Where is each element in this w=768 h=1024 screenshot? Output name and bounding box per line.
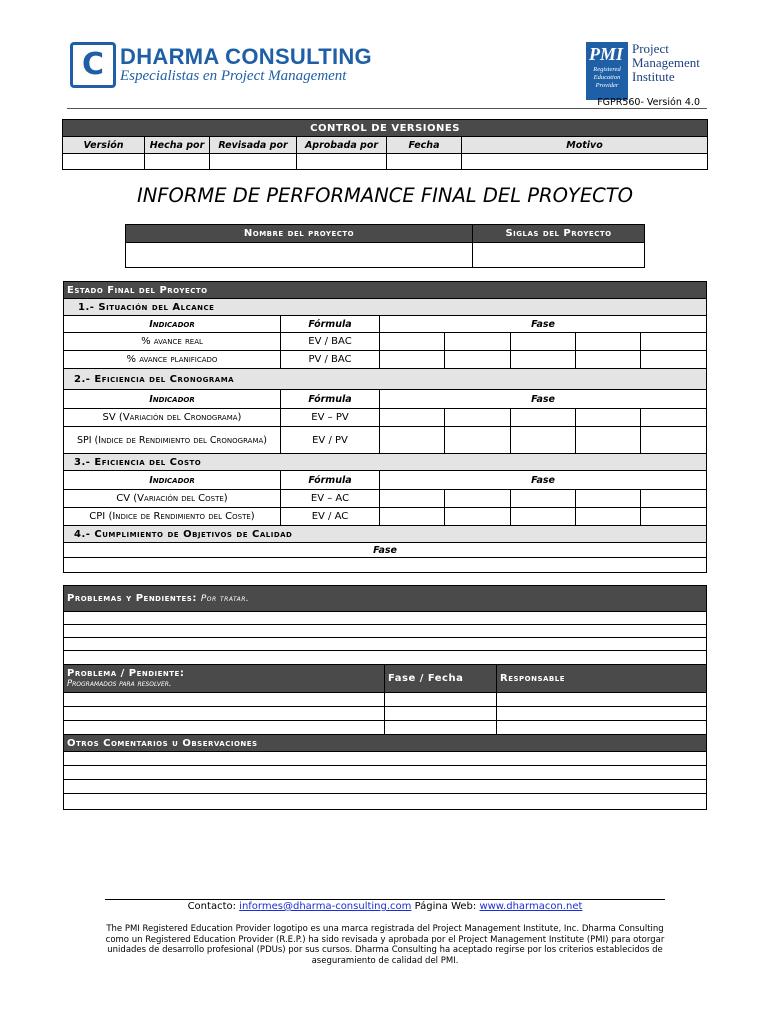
- phase-cell[interactable]: [576, 427, 641, 454]
- owner-cell[interactable]: [497, 707, 707, 721]
- phase-cell[interactable]: [511, 490, 576, 508]
- version-control-table: [62, 119, 708, 170]
- section-cost-title: 3.- Eficiencia del Costo: [64, 454, 707, 471]
- dharma-logo-icon: C: [70, 42, 116, 88]
- issue-cell[interactable]: [64, 721, 385, 735]
- header-divider: [67, 108, 707, 109]
- formula-cell: EV – PV: [281, 409, 380, 427]
- table-row: [64, 490, 707, 508]
- reason-cell[interactable]: [462, 154, 708, 170]
- footer-divider: [105, 899, 665, 900]
- phase-cell[interactable]: [511, 409, 576, 427]
- project-acronym-field[interactable]: [473, 243, 645, 268]
- footer-contact: [100, 901, 670, 912]
- phase-cell[interactable]: [380, 490, 445, 508]
- project-name-label: Nombre del proyecto: [126, 225, 473, 243]
- phase-header: Fase: [380, 390, 707, 409]
- quality-phase-field[interactable]: [64, 558, 707, 573]
- phase-cell[interactable]: [445, 351, 511, 369]
- version-control-title: CONTROL DE VERSIONES: [63, 120, 708, 137]
- col-version: Versión: [63, 137, 145, 154]
- table-row: [64, 427, 707, 454]
- indicator-cell: CPI (Indice de Rendimiento del Coste): [64, 508, 281, 526]
- pmi-badge-text: Registered Education Provider: [593, 66, 621, 89]
- phase-cell[interactable]: [576, 508, 641, 526]
- project-table: [125, 224, 645, 268]
- indicator-cell: % avance planificado: [64, 351, 281, 369]
- phase-cell[interactable]: [511, 351, 576, 369]
- phase-date-cell[interactable]: [385, 707, 497, 721]
- phase-cell[interactable]: [445, 508, 511, 526]
- phase-cell[interactable]: [576, 490, 641, 508]
- section-quality-title: 4.- Cumplimiento de Objetivos de Calidad: [64, 526, 707, 543]
- owner-header: Responsable: [497, 665, 707, 693]
- col-made-by: Hecha por: [145, 137, 210, 154]
- phase-date-cell[interactable]: [385, 721, 497, 735]
- owner-cell[interactable]: [497, 693, 707, 707]
- phase-cell[interactable]: [641, 427, 707, 454]
- col-reviewed-by: Revisada por: [210, 137, 297, 154]
- reviewed-by-cell[interactable]: [210, 154, 297, 170]
- table-row: [64, 409, 707, 427]
- pmi-badge-letters: PMI: [589, 44, 624, 64]
- phase-cell[interactable]: [511, 427, 576, 454]
- indicator-cell: SPI (Indice de Rendimiento del Cronograma): [64, 427, 281, 454]
- phase-cell[interactable]: [641, 333, 707, 351]
- formula-cell: PV / BAC: [281, 351, 380, 369]
- scheduled-title: Problema / Pendiente:: [67, 667, 185, 679]
- issue-cell[interactable]: [64, 707, 385, 721]
- table-row: [64, 693, 707, 707]
- contact-label: Contacto:: [187, 901, 236, 912]
- col-approved-by: Aprobada por: [297, 137, 387, 154]
- issue-cell[interactable]: [64, 693, 385, 707]
- issues-title: Problemas y Pendientes:: [67, 593, 197, 604]
- project-name-field[interactable]: [126, 243, 473, 268]
- phase-cell[interactable]: [641, 409, 707, 427]
- final-state-table: [63, 281, 707, 573]
- phase-date-cell[interactable]: [385, 693, 497, 707]
- issues-title-cell: [64, 586, 707, 612]
- table-row: [64, 351, 707, 369]
- approved-by-cell[interactable]: [297, 154, 387, 170]
- formula-cell: EV / PV: [281, 427, 380, 454]
- table-row: [64, 707, 707, 721]
- indicator-cell: CV (Variación del Coste): [64, 490, 281, 508]
- company-name: DHARMA CONSULTING: [120, 44, 372, 69]
- indicator-header: Indicador: [64, 471, 281, 490]
- issue-line[interactable]: [64, 625, 707, 638]
- contact-email-link[interactable]: informes@dharma-consulting.com: [239, 901, 412, 912]
- col-date: Fecha: [387, 137, 462, 154]
- phase-header: Fase: [380, 316, 707, 333]
- comments-title: Otros Comentarios u Observaciones: [64, 735, 707, 752]
- phase-cell[interactable]: [380, 409, 445, 427]
- issues-table: [63, 585, 707, 810]
- footer-legal-text: The PMI Registered Education Provider logotipo es una marca registrada del Project Management Institute, Inc. Dharma Consulting como un Registered Education Provider (R.E.P.) ha sido revisada y aprobada por el Project Management Institute (PMI) para otorgar unidades de desarrollo profesional (PDUs) por sus cursos. Dharma Consulting ha aceptado regirse por los criterios establecidos de aseguramiento de calidad del PMI.: [105, 924, 665, 966]
- pmi-name: Project Management Institute: [632, 41, 700, 84]
- phase-cell[interactable]: [641, 351, 707, 369]
- website-link[interactable]: www.dharmacon.net: [479, 901, 583, 912]
- phase-cell[interactable]: [445, 333, 511, 351]
- date-cell[interactable]: [387, 154, 462, 170]
- issue-line[interactable]: [64, 612, 707, 625]
- phase-cell[interactable]: [576, 409, 641, 427]
- formula-header: Fórmula: [281, 390, 380, 409]
- version-cell[interactable]: [63, 154, 145, 170]
- comment-line[interactable]: [64, 752, 707, 766]
- phase-cell[interactable]: [576, 351, 641, 369]
- company-tagline: Especialistas en Project Management: [120, 68, 347, 84]
- indicator-cell: SV (Variación del Cronograma): [64, 409, 281, 427]
- phase-cell[interactable]: [576, 333, 641, 351]
- phase-cell[interactable]: [445, 427, 511, 454]
- table-row: [64, 721, 707, 735]
- section-scope-title: 1.- Situación del Alcance: [64, 299, 707, 316]
- formula-cell: EV – AC: [281, 490, 380, 508]
- table-row: [64, 508, 707, 526]
- phase-cell[interactable]: [380, 508, 445, 526]
- document-code: FGPR560- Versión 4.0: [597, 97, 700, 108]
- phase-header: Fase: [380, 471, 707, 490]
- formula-header: Fórmula: [281, 471, 380, 490]
- quality-phase-header: Fase: [64, 543, 707, 558]
- comment-line[interactable]: [64, 766, 707, 780]
- formula-cell: EV / BAC: [281, 333, 380, 351]
- phase-cell[interactable]: [380, 427, 445, 454]
- phase-date-header: Fase / Fecha: [385, 665, 497, 693]
- issue-line[interactable]: [64, 651, 707, 665]
- comment-line[interactable]: [64, 794, 707, 810]
- phase-cell[interactable]: [511, 508, 576, 526]
- final-state-title: Estado Final del Proyecto: [64, 282, 707, 299]
- scheduled-title-cell: [64, 665, 385, 693]
- formula-header: Fórmula: [281, 316, 380, 333]
- issue-line[interactable]: [64, 638, 707, 651]
- phase-cell[interactable]: [641, 508, 707, 526]
- scheduled-subtitle: Programados para resolver.: [67, 678, 172, 689]
- made-by-cell[interactable]: [145, 154, 210, 170]
- owner-cell[interactable]: [497, 721, 707, 735]
- pmi-logo-icon: [586, 42, 628, 100]
- section-schedule-title: 2.- Eficiencia del Cronograma: [64, 369, 707, 390]
- formula-cell: EV / AC: [281, 508, 380, 526]
- issues-subtitle: Por tratar.: [200, 594, 250, 604]
- phase-cell[interactable]: [380, 351, 445, 369]
- table-row: [64, 333, 707, 351]
- version-row[interactable]: [63, 154, 708, 170]
- phase-cell[interactable]: [641, 490, 707, 508]
- project-acronym-label: Siglas del Proyecto: [473, 225, 645, 243]
- col-reason: Motivo: [462, 137, 708, 154]
- indicator-header: Indicador: [64, 316, 281, 333]
- web-label: Página Web:: [414, 901, 477, 912]
- phase-cell[interactable]: [445, 409, 511, 427]
- phase-cell[interactable]: [380, 333, 445, 351]
- document-title: INFORME DE PERFORMANCE FINAL DEL PROYECTO: [136, 184, 634, 207]
- phase-cell[interactable]: [511, 333, 576, 351]
- indicator-header: Indicador: [64, 390, 281, 409]
- indicator-cell: % avance real: [64, 333, 281, 351]
- phase-cell[interactable]: [445, 490, 511, 508]
- comment-line[interactable]: [64, 780, 707, 794]
